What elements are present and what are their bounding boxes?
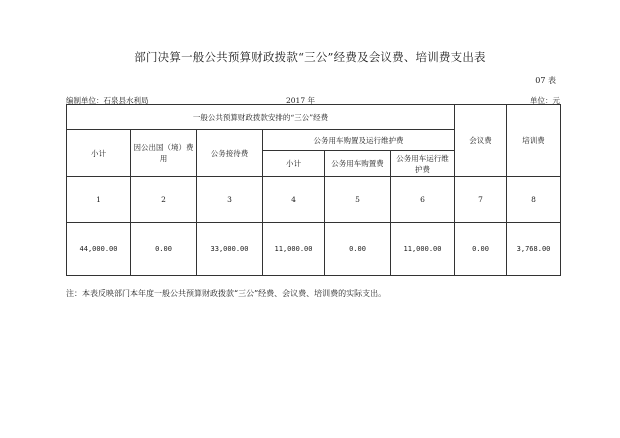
value-cell: 33,000.00 (197, 223, 263, 276)
index-cell: 8 (507, 177, 561, 223)
vehicle-purchase-header: 公务用车购置费 (325, 151, 391, 177)
value-cell: 0.00 (325, 223, 391, 276)
index-cell: 7 (455, 177, 507, 223)
meeting-fee-header: 会议费 (455, 105, 507, 177)
subtotal-header: 小计 (67, 130, 131, 177)
index-cell: 3 (197, 177, 263, 223)
table-number: 07 表 (535, 76, 556, 85)
page-title: 部门决算一般公共预算财政拨款“三公”经费及会议费、培训费支出表 (134, 50, 486, 64)
vehicle-subtotal-header: 小计 (263, 151, 325, 177)
index-cell: 5 (325, 177, 391, 223)
vehicle-maintenance-header: 公务用车运行维护费 (391, 151, 455, 177)
index-cell: 4 (263, 177, 325, 223)
report-year: 2017 年 (286, 96, 315, 105)
value-cell: 44,000.00 (67, 223, 131, 276)
index-row (67, 177, 561, 223)
compiling-unit: 编制单位：石泉县水利局 (66, 96, 149, 105)
value-cell: 0.00 (131, 223, 197, 276)
training-fee-header: 培训费 (507, 105, 561, 177)
value-cell: 11,000.00 (391, 223, 455, 276)
values-row (67, 223, 561, 276)
footnote: 注：本表反映部门本年度一般公共预算财政拨款“三公”经费、会议费、培训费的实际支出。 (66, 289, 387, 298)
index-cell: 6 (391, 177, 455, 223)
index-cell: 2 (131, 177, 197, 223)
currency-unit: 单位：元 (530, 96, 560, 105)
abroad-fee-header: 因公出国（境）费用 (131, 130, 197, 177)
index-cell: 1 (67, 177, 131, 223)
value-cell: 11,000.00 (263, 223, 325, 276)
vehicle-group-header: 公务用车购置及运行维护费 (263, 130, 455, 151)
three-public-expenses-header: 一般公共预算财政拨款安排的“三公”经费 (67, 105, 455, 130)
value-cell: 3,768.00 (507, 223, 561, 276)
expense-table (66, 104, 561, 276)
value-cell: 0.00 (455, 223, 507, 276)
reception-fee-header: 公务接待费 (197, 130, 263, 177)
